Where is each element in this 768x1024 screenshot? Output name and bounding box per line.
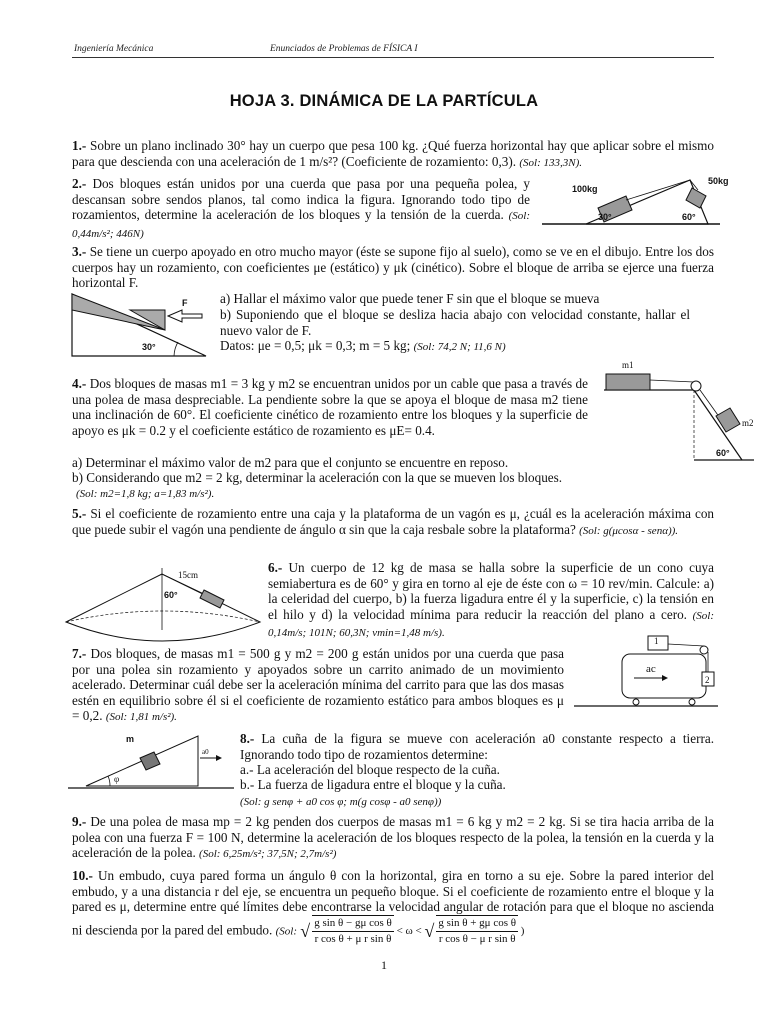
problem-5 <box>72 506 714 539</box>
formula-den-1: r cos θ + μ r sin θ <box>314 933 392 945</box>
header-center: Enunciados de Problemas de FÍSICA I <box>270 44 418 54</box>
problem-3-part-a: a) Hallar el máximo valor que puede tener F sin que el bloque se mueva <box>220 291 600 306</box>
fig8-angle-label: φ <box>114 774 120 784</box>
fig7-block2-label: 2 <box>705 675 710 685</box>
solution: (Sol: 0,14m/s; 101N; 60,3N; vmin=1,48 m/s). <box>268 609 715 639</box>
formula: √ $\frac{\text{g sin θ − gμ cos θ}}{\text{r cos θ + μ r sin θ}}$ < ω < √ $\frac{\text{g sin θ + gμ cos θ}}{\text{r cos θ − μ r sin θ}}$ ) <box>300 915 524 948</box>
fig3-angle-label: 30° <box>142 342 156 352</box>
problem-number: 5.- <box>72 506 87 521</box>
figure-cone <box>64 560 264 648</box>
solution: (Sol: m2=1,8 kg; a=1,83 m/s²). <box>76 488 215 500</box>
solution: (Sol: 0,44m/s²; 446N) <box>72 210 530 240</box>
problem-number: 7.- <box>72 646 87 661</box>
fig6-angle-label: 60° <box>164 590 178 600</box>
page-number: 1 <box>381 958 387 972</box>
problem-number: 2.- <box>72 176 87 191</box>
figure-block-on-wedge <box>70 292 210 360</box>
problem-number: 1.- <box>72 138 87 153</box>
problem-number: 9.- <box>72 814 87 829</box>
solution: (Sol: 133,3N). <box>519 156 583 169</box>
formula-close: ) <box>520 924 525 937</box>
problem-4-part-b: b) Considerando que m2 = 2 kg, determinar la aceleración con la que se mueven los bloques. <box>72 470 563 485</box>
fig7-acc-label: ac <box>646 663 656 675</box>
fig2-m1-label: 100kg <box>572 184 598 194</box>
problem-8-part-b: b.- La fuerza de ligadura entre el bloque y la cuña. <box>240 777 506 792</box>
figure-cart <box>572 630 720 714</box>
problem-text: Un embudo, cuya pared forma un ángulo θ con la horizontal, gira en torno a su eje. Sobre la pared interior del embudo, y a una distancia r del eje, se encuentra un pequeño bloque. Si el coeficiente de rozamiento entre el bloque y la pared es μ, determine entre qué límites debe encontrarse la velocidad angular de rotación para que el bloque no ascienda ni descienda por la pared del embudo. <box>72 868 715 938</box>
problem-text: Si el coeficiente de rozamiento entre una caja y la plataforma de un vagón es μ, ¿cuál es la aceleración máxima con que puede subir el vagón una pendiente de ángulo α sin que la caja resbale sobre la plataforma? <box>72 506 715 537</box>
problem-text: La cuña de la figura se mueve con aceleración a0 constante respecto a tierra. Ignorando todo tipo de rozamientos determine: <box>240 731 714 762</box>
problem-9 <box>72 814 714 863</box>
problem-10 <box>72 868 714 948</box>
fig2-m2-label: 50kg <box>708 176 729 186</box>
problem-3-data <box>220 338 710 356</box>
problem-4-part-a: a) Determinar el máximo valor de m2 para que el conjunto se encuentre en reposo. <box>72 455 509 470</box>
problem-data: Datos: μe = 0,5; μk = 0,3; m = 5 kg; <box>220 338 411 353</box>
problem-text: Dos bloques de masas m1 = 3 kg y m2 se encuentran unidos por un cable que pasa a través de una polea de masa despreciable. La pendiente sobre la que se apoya el bloque de masa m2 tiene una inclinación de 60°. El coeficiente cinético de rozamiento entre los bloques y la superficie de apoyo es μk = 0.2 y el coeficiente estático de rozamiento es μE= 0.4. <box>72 376 589 438</box>
problem-text: De una polea de masa mp = 2 kg penden dos cuerpos de masas m1 = 6 kg y m2 = 2 kg. Si se tira hacia arriba de la polea con una fuerza F = 100 N, determine la aceleración de los bloques respecto de la polea, la tensión en la cuerda y la aceleración de la polea. <box>72 814 714 860</box>
formula-den-2: r cos θ − μ r sin θ <box>438 933 516 945</box>
problem-7 <box>72 646 564 726</box>
fig7-block1-label: 1 <box>654 636 659 646</box>
problem-4 <box>72 376 588 438</box>
fig8-acc-label: a0 <box>202 748 209 756</box>
problem-4-solution <box>76 485 476 503</box>
fig3-force-label: F <box>182 298 188 308</box>
solution: (Sol: g(μcosα - senα)). <box>579 524 679 537</box>
problem-2 <box>72 176 530 242</box>
problem-3 <box>72 244 714 291</box>
solution: (Sol: 74,2 N; 11,6 N) <box>413 341 506 353</box>
figure-two-inclined-planes <box>540 170 729 230</box>
problem-text: Sobre un plano inclinado 30° hay un cuerpo que pesa 100 kg. ¿Qué fuerza horizontal hay que aplicar sobre el mismo para que descienda con una aceleración de 1 m/s²? (Coeficiente de rozamiento: 0,3). <box>72 138 714 169</box>
problem-1 <box>72 138 714 171</box>
problem-8 <box>240 731 714 762</box>
problem-text: Se tiene un cuerpo apoyado en otro mucho mayor (éste se supone fijo al suelo), como se ve en el dibujo. Entre los dos cuerpos hay un rozamiento, con coeficientes μe (estático) y μk (cinético). Sobre el bloque de arriba se ejerce una fuerza horizontal F. <box>72 244 714 290</box>
fig4-angle-label: 60° <box>716 448 730 458</box>
fig6-length-label: 15cm <box>178 570 198 580</box>
fig4-m1-label: m1 <box>622 360 634 370</box>
solution: (Sol: 6,25m/s²; 37,5N; 2,7m/s²) <box>199 848 337 860</box>
problem-number: 6.- <box>268 560 283 575</box>
problem-number: 4.- <box>72 376 87 391</box>
problem-text: Dos bloques, de masas m1 = 500 g y m2 = 200 g están unidos por una cuerda que pasa por una polea sin rozamiento y apoyados sobre un carrito animado de un movimiento acelerado. Determinar cuál debe ser la aceleración mínima del carrito para que las dos masas estén en equilibrio sobre él si el coeficiente de rozamiento estático para ambos bloques es μ = 0,2. <box>72 646 564 723</box>
problem-text: Un cuerpo de 12 kg de masa se halla sobre la superficie de un cono cuya semiabertura es de 60° y gira en torno al eje de éste con ω = 10 rev/min. Calcule: a) la celeridad del cuerpo, b) la fuerza ligadura entre él y la superficie, c) la tensión en el hilo y d) la velocidad mínima para reducir la reacción del plano a cero. <box>268 560 714 622</box>
page-title: HOJA 3. DINÁMICA DE LA PARTÍCULA <box>229 92 539 110</box>
fig2-angle1-label: 30° <box>598 212 612 222</box>
formula-num-1: g sin θ − gμ cos θ <box>312 916 394 933</box>
problem-number: 10.- <box>72 868 93 883</box>
figure-wedge <box>66 728 236 796</box>
formula-inequality: < ω < <box>396 924 422 937</box>
solution: (Sol: 1,81 m/s²). <box>105 711 177 723</box>
fig2-angle2-label: 60° <box>682 212 696 222</box>
fig8-mass-label: m <box>126 734 135 744</box>
problem-number: 8.- <box>240 731 255 746</box>
solution: (Sol: <box>275 925 297 938</box>
problem-8-solution <box>240 793 714 811</box>
solution: (Sol: g senφ + a0 cos φ; m(g cosφ - a0 senφ)) <box>240 796 442 808</box>
formula-num-2: g sin θ + gμ cos θ <box>436 916 518 933</box>
problem-number: 3.- <box>72 244 87 259</box>
header-rule <box>72 57 714 58</box>
fig4-m2-label: m2 <box>742 418 754 428</box>
problem-text: Dos bloques están unidos por una cuerda que pasa por una pequeña polea, y descansan sobre sendos planos, tal como indica la figura. Ignorando todo tipo de rozamientos, determine la aceleración de los bloques y la tensión de la cuerda. <box>72 176 530 222</box>
header-left: Ingeniería Mecánica <box>74 44 154 54</box>
problem-8-part-a: a.- La aceleración del bloque respecto de la cuña. <box>240 762 500 777</box>
figure-pulley-slope <box>598 356 758 466</box>
problem-3-part-b: b) Suponiendo que el bloque se desliza hacia abajo con velocidad constante, hallar el nuevo valor de F. <box>220 307 690 338</box>
